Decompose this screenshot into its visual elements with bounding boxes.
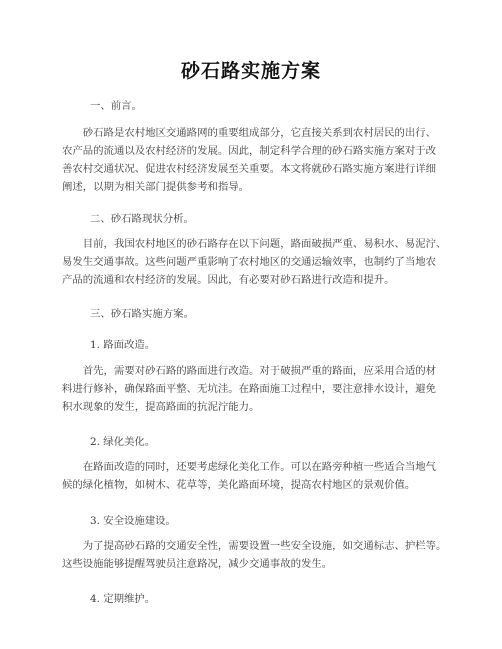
text-line: 目前，我国农村地区的砂石路存在以下问题，路面破损严重、易积水、易泥泞、 xyxy=(62,238,447,250)
text-line: 砂石路是农村地区交通路网的重要组成部分，它直接关系到农村居民的出行、 xyxy=(62,127,437,139)
text-line: 农产品的流通以及农村经济的发展。因此，制定科学合理的砂石路实施方案对于改 xyxy=(62,145,437,157)
text-line: 产品的流通和农村经济的发展。因此，有必要对砂石路进行改造和提升。 xyxy=(62,274,395,286)
text-line: 候的绿化植物，如树木、花草等，美化路面环境，提高农村地区的景观价值。 xyxy=(62,479,416,491)
text-line: 一、前言。 xyxy=(90,100,142,112)
text-line: 二、砂石路现状分析。 xyxy=(90,213,194,225)
body-paragraph xyxy=(62,362,446,416)
text-line: 这些设施能够提醒驾驶员注意路况，减少交通事故的发生。 xyxy=(62,558,333,570)
text-line: 4. 定期维护。 xyxy=(90,593,156,605)
section-heading xyxy=(90,590,474,608)
section-heading xyxy=(90,512,474,530)
text-line: 1. 路面改造。 xyxy=(90,339,156,351)
text-line: 3. 安全设施建设。 xyxy=(90,515,176,527)
section-heading xyxy=(90,210,474,228)
text-line: 在路面改造的同时，还要考虑绿化美化工作。可以在路旁种植一些适合当地气 xyxy=(62,461,437,473)
section-heading xyxy=(90,433,474,451)
body-paragraph xyxy=(62,235,446,289)
text-line: 首先，需要对砂石路的路面进行改造。对于破损严重的路面，应采用合适的材 xyxy=(62,365,437,377)
body-paragraph xyxy=(62,537,446,573)
document-title: 砂石路实施方案 xyxy=(180,60,321,82)
text-line: 料进行修补，确保路面平整、无坑洼。在路面施工过程中，要注意排水设计，避免 xyxy=(62,383,437,395)
text-line: 三、砂石路实施方案。 xyxy=(90,308,194,320)
text-line: 易发生交通事故。这些问题严重影响了农村地区的交通运输效率，也制约了当地农 xyxy=(62,256,437,268)
text-line: 善农村交通状况、促进农村经济发展至关重要。本文将就砂石路实施方案进行详细 xyxy=(62,163,437,175)
body-paragraph xyxy=(62,124,446,196)
section-heading xyxy=(90,336,474,354)
text-line: 积水现象的发生，提高路面的抗泥泞能力。 xyxy=(62,401,260,413)
section-heading xyxy=(90,97,474,115)
text-line: 为了提高砂石路的交通安全性，需要设置一些安全设施，如交通标志、护栏等。 xyxy=(62,540,447,552)
text-line: 2. 绿化美化。 xyxy=(90,436,156,448)
section-heading xyxy=(90,305,474,323)
text-line: 阐述，以期为相关部门提供参考和指导。 xyxy=(62,181,250,193)
body-paragraph xyxy=(62,458,446,494)
